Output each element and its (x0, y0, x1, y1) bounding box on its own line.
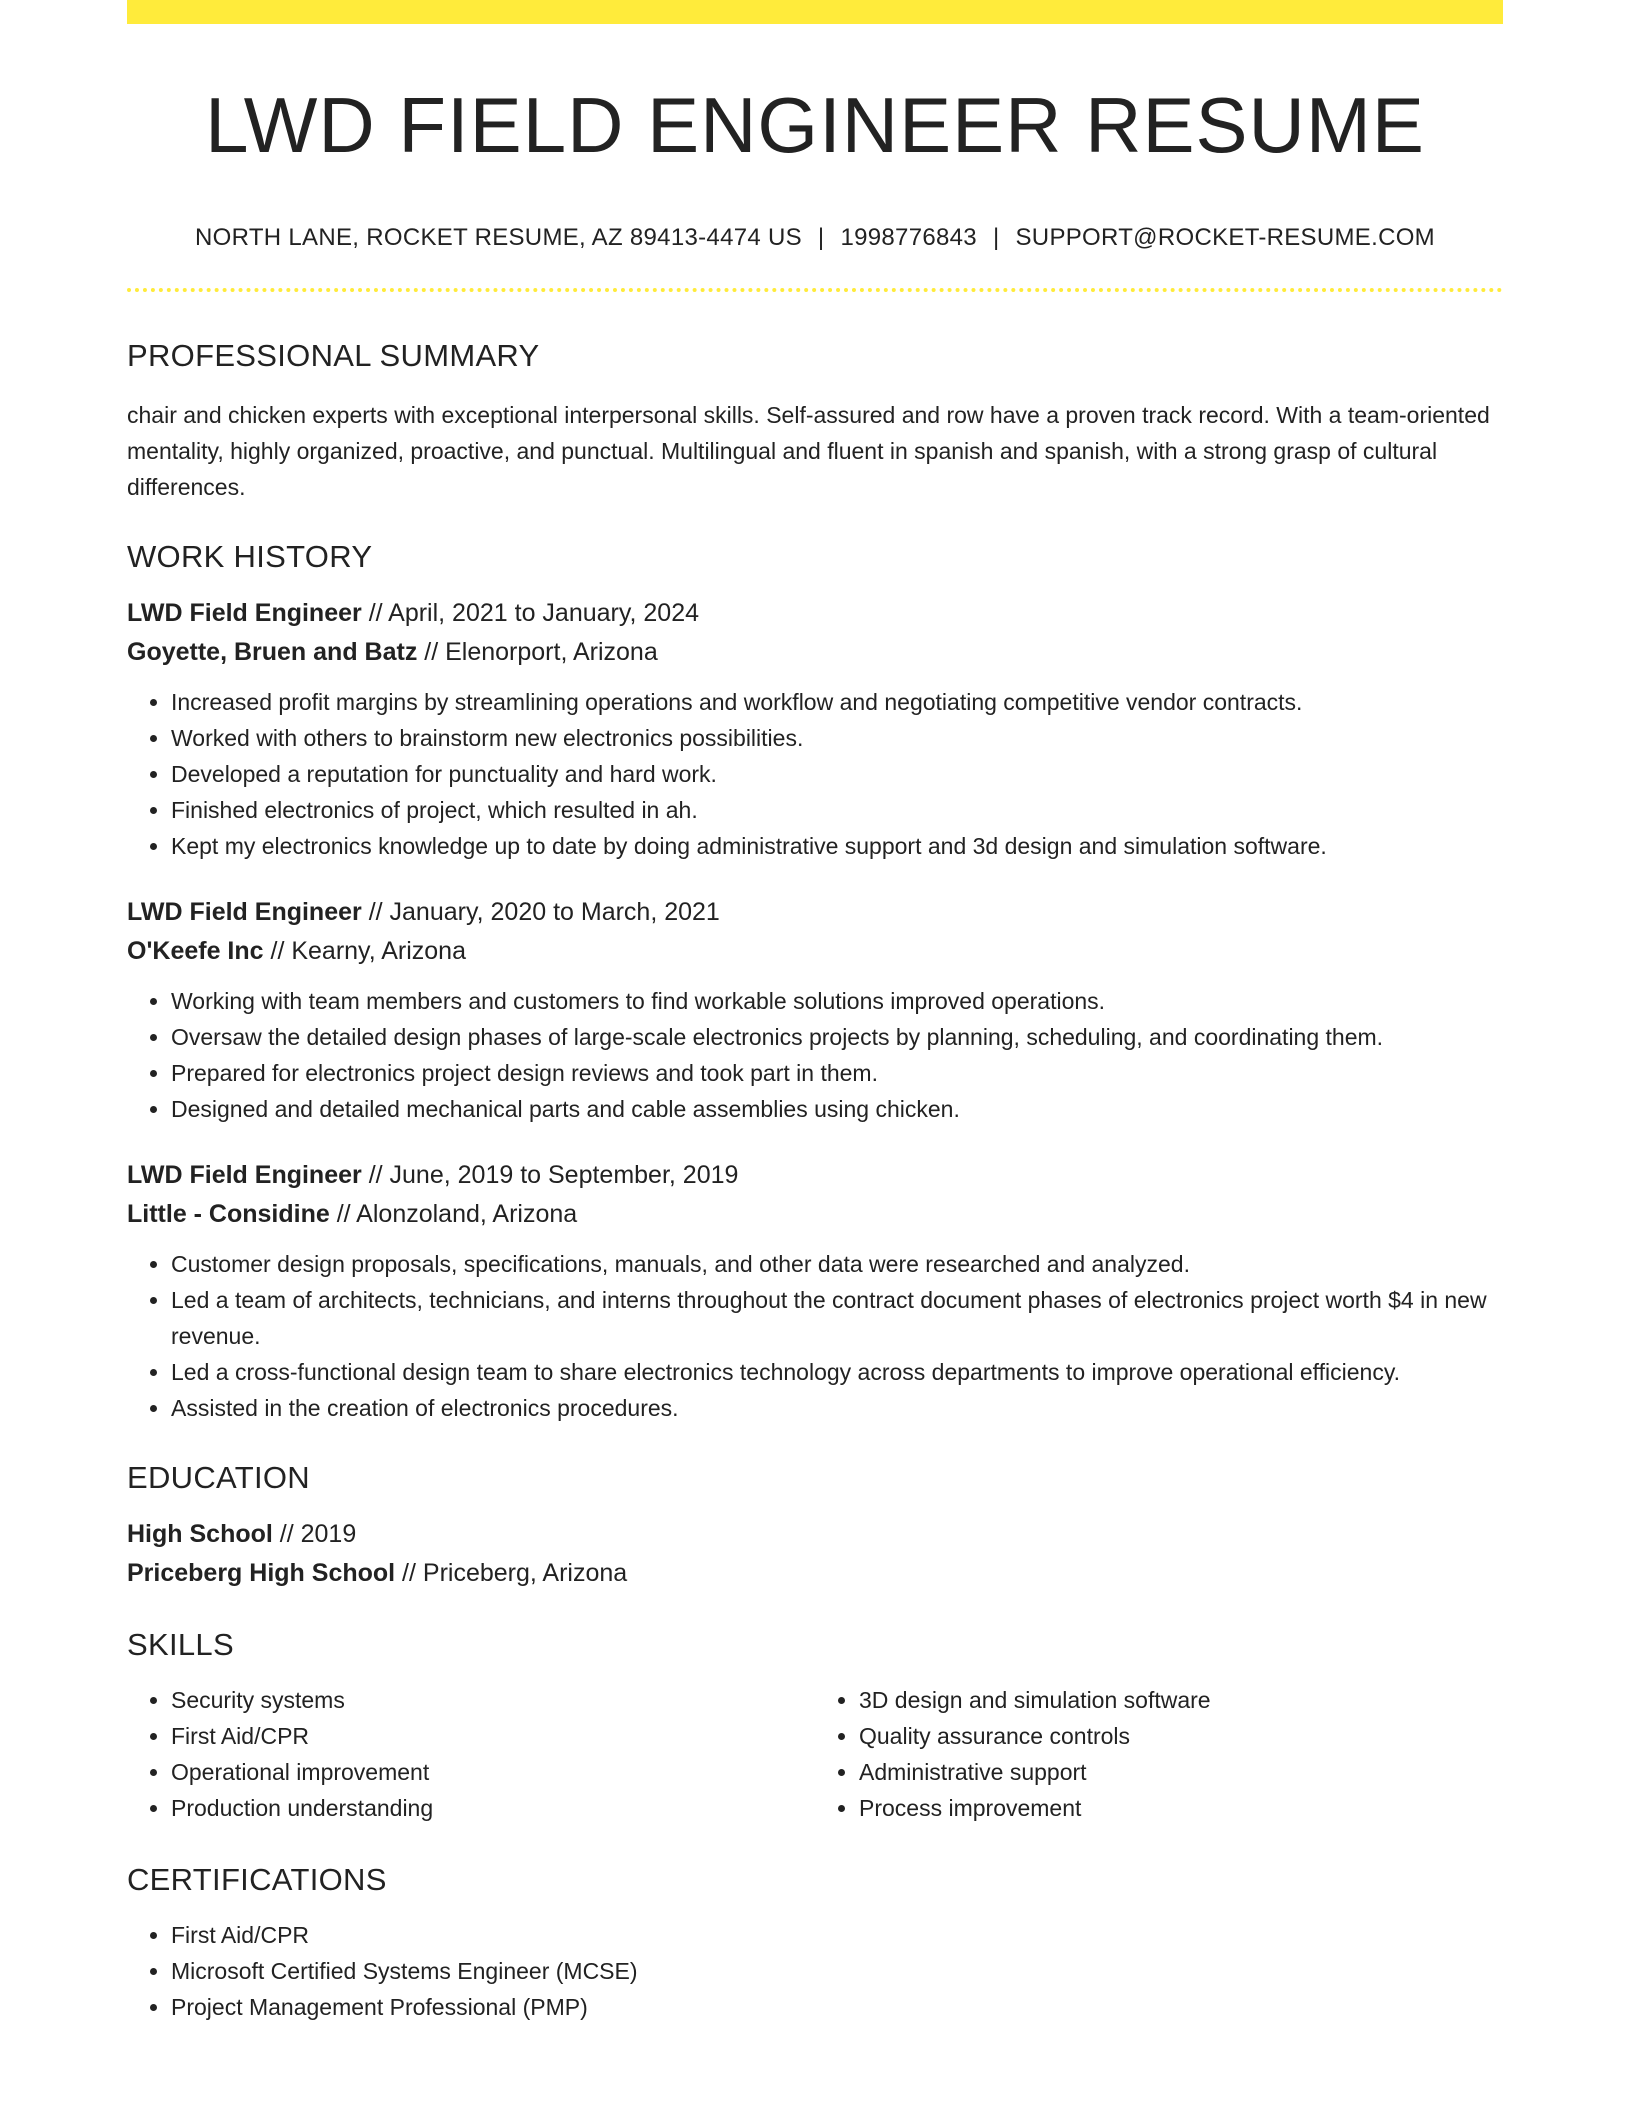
certification-item: • First Aid/CPR (171, 1917, 1503, 1953)
job-company: O'Keefe Inc (127, 937, 264, 965)
certification-item: • Project Management Professional (PMP) (171, 1989, 1503, 2025)
skills-list-left (127, 1682, 815, 1826)
education-location: // Priceberg, Arizona (395, 1559, 628, 1587)
job-bullet: • Developed a reputation for punctuality and hard work. (171, 756, 1503, 792)
job-location: // Kearny, Arizona (263, 937, 466, 965)
job-bullet: • Working with team members and customers to find workable solutions improved operations. (171, 983, 1503, 1019)
job-entry (127, 594, 1503, 864)
job-role: LWD Field Engineer (127, 898, 362, 926)
skill-item: • 3D design and simulation software (859, 1682, 1503, 1718)
job-bullets (127, 684, 1503, 864)
job-location: // Alonzoland, Arizona (329, 1200, 578, 1228)
job-company: Goyette, Bruen and Batz (127, 638, 418, 666)
job-role-line (127, 893, 1503, 932)
job-bullet: • Led a cross-functional design team to share electronics technology across departments to improve operational efficiency. (171, 1354, 1503, 1390)
job-bullets (127, 1246, 1503, 1426)
job-bullets (127, 983, 1503, 1127)
job-bullet: • Kept my electronics knowledge up to date by doing administrative support and 3d design and simulation software. (171, 828, 1503, 864)
contact-phone: 1998776843 (840, 224, 977, 251)
job-bullet: • Prepared for electronics project design reviews and took part in them. (171, 1055, 1503, 1091)
job-company-line (127, 932, 1503, 971)
contact-address: NORTH LANE, ROCKET RESUME, AZ 89413-4474 US (195, 224, 802, 251)
work-history-heading: WORK HISTORY (127, 539, 373, 574)
education-degree: High School (127, 1520, 273, 1548)
skill-item: • Production understanding (171, 1790, 815, 1826)
certifications-heading: CERTIFICATIONS (127, 1862, 387, 1897)
job-bullet: • Led a team of architects, technicians, and interns throughout the contract document phases of electronics project worth $4 in new revenue. (171, 1282, 1503, 1354)
job-bullet: • Finished electronics of project, which resulted in ah. (171, 792, 1503, 828)
skill-item: • First Aid/CPR (171, 1718, 815, 1754)
job-role: LWD Field Engineer (127, 599, 362, 627)
skills-heading: SKILLS (127, 1627, 234, 1662)
education-degree-line (127, 1515, 1503, 1554)
job-entry (127, 1156, 1503, 1426)
job-bullet: • Oversaw the detailed design phases of large-scale electronics projects by planning, scheduling, and coordinating them. (171, 1019, 1503, 1055)
contact-separator: | (817, 224, 825, 251)
job-company: Little - Considine (127, 1200, 330, 1228)
summary-heading: PROFESSIONAL SUMMARY (127, 338, 540, 373)
job-entry (127, 893, 1503, 1127)
job-bullet: • Increased profit margins by streamlining operations and workflow and negotiating competitive vendor contracts. (171, 684, 1503, 720)
job-role-line (127, 594, 1503, 633)
skills-columns (127, 1682, 1503, 1826)
skill-item: • Security systems (171, 1682, 815, 1718)
accent-top-bar (127, 0, 1503, 24)
certification-item: • Microsoft Certified Systems Engineer (MCSE) (171, 1953, 1503, 1989)
education-year: // 2019 (272, 1520, 357, 1548)
summary-text: chair and chicken experts with exceptional interpersonal skills. Self-assured and row have a proven track record. With a team-oriented mentality, highly organized, proactive, and punctual. Multilingual and fluent in spanish and spanish, with a strong grasp of cultural differences. (127, 402, 1490, 500)
job-bullet: • Worked with others to brainstorm new electronics possibilities. (171, 720, 1503, 756)
contact-email: SUPPORT@ROCKET-RESUME.COM (1015, 224, 1435, 251)
skill-item: • Process improvement (859, 1790, 1503, 1826)
education-school-line (127, 1554, 1503, 1593)
resume-title: LWD FIELD ENGINEER RESUME (205, 81, 1425, 169)
job-company-line (127, 633, 1503, 672)
job-dates: // January, 2020 to March, 2021 (361, 898, 720, 926)
job-bullet: • Designed and detailed mechanical parts and cable assemblies using chicken. (171, 1091, 1503, 1127)
education-heading: EDUCATION (127, 1460, 310, 1495)
skill-item: • Operational improvement (171, 1754, 815, 1790)
certifications-list (127, 1917, 1503, 2025)
skill-item: • Administrative support (859, 1754, 1503, 1790)
skills-list-right (815, 1682, 1503, 1826)
skill-item: • Quality assurance controls (859, 1718, 1503, 1754)
contact-separator: | (992, 224, 1000, 251)
job-role-line (127, 1156, 1503, 1195)
job-dates: // April, 2021 to January, 2024 (361, 599, 700, 627)
resume-page (127, 0, 1503, 2025)
job-company-line (127, 1195, 1503, 1234)
job-dates: // June, 2019 to September, 2019 (361, 1161, 739, 1189)
dotted-divider (127, 288, 1503, 292)
education-entry (127, 1515, 1503, 1593)
education-school: Priceberg High School (127, 1559, 396, 1587)
contact-line (127, 226, 1503, 250)
job-location: // Elenorport, Arizona (417, 638, 658, 666)
job-role: LWD Field Engineer (127, 1161, 362, 1189)
job-bullet: • Customer design proposals, specifications, manuals, and other data were researched and analyzed. (171, 1246, 1503, 1282)
job-bullet: • Assisted in the creation of electronics procedures. (171, 1390, 1503, 1426)
